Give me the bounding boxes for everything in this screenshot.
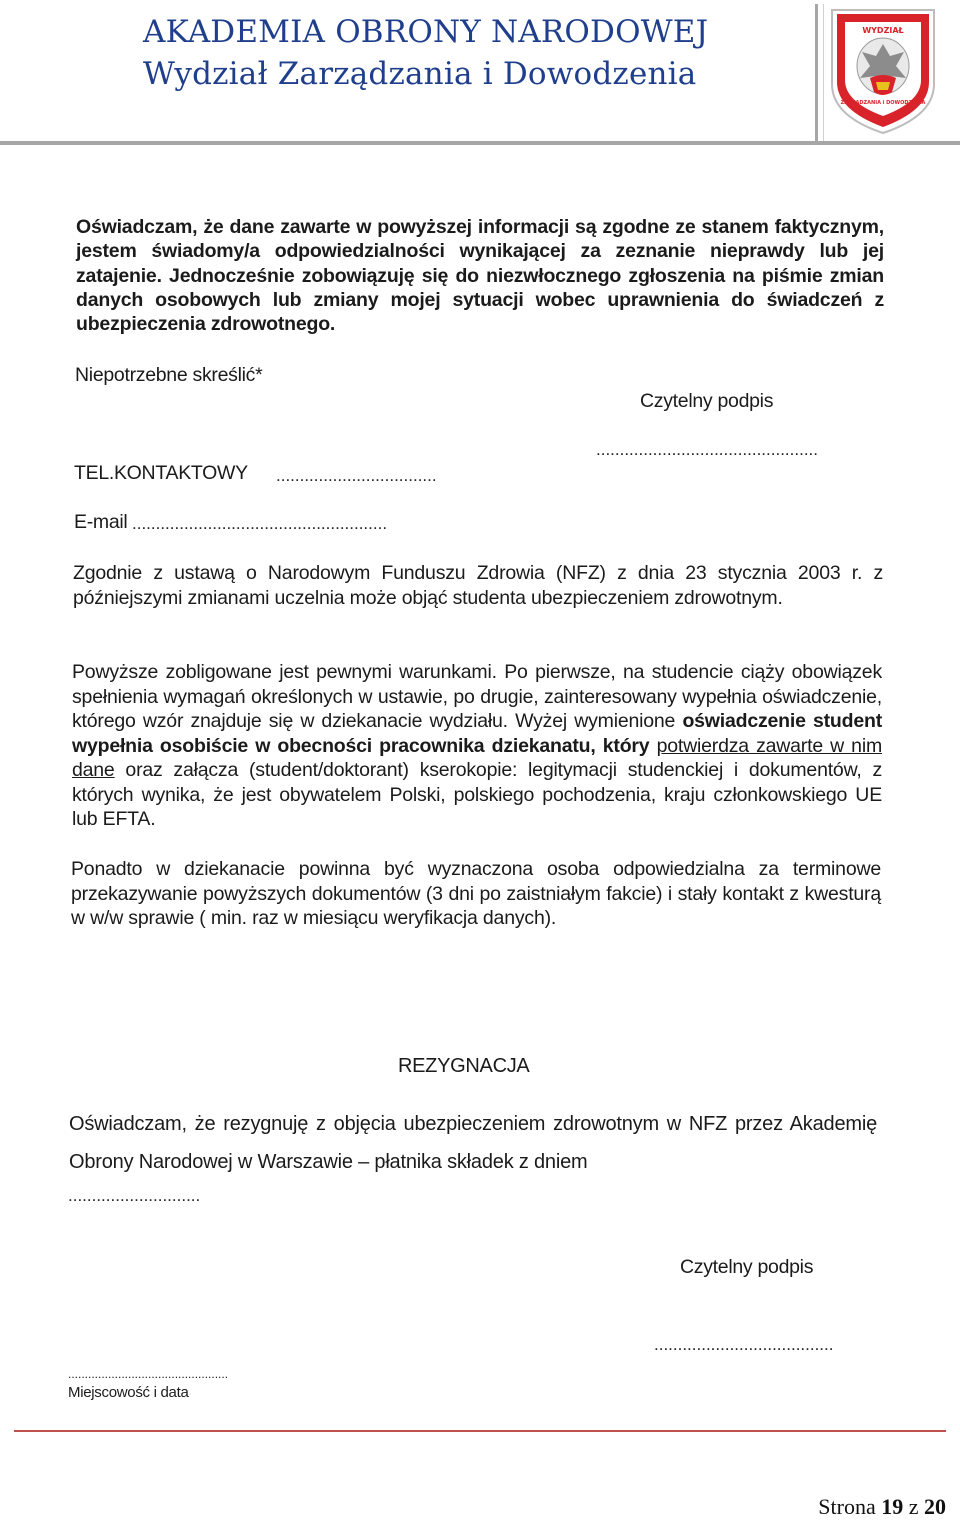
email-label: E-mail bbox=[74, 511, 128, 533]
phone-line: .................................. bbox=[276, 466, 437, 485]
emblem-top-text: WYDZIAŁ bbox=[862, 26, 904, 35]
conditions-text-1: Powyższe zobligowane jest pewnymi warunkami. Po pierwsze, na studencie ciąży obowiązek spełnienia wymagań określonych w ustawie, po drugie, zainteresowany wypełnia oświadczenie, którego wzór znajduje się w dziekanacie wydziału. Wyżej wymienione bbox=[72, 661, 882, 732]
page-number bbox=[818, 1494, 946, 1520]
page-header bbox=[0, 0, 960, 146]
conditions-text-2: oraz załącza (student/doktorant) kserokopie: legitymacji studenckiej i dokumentów, z których wynika, że jest obywatelem Polski, polskiego pochodzenia, kraju członkowskiego UE lub EFTA. bbox=[72, 759, 882, 830]
header-rule bbox=[0, 141, 960, 145]
conditions-paragraph bbox=[72, 660, 882, 832]
conditions-paragraph-2: Ponadto w dziekanacie powinna być wyznaczona osoba odpowiedzialna za terminowe przekazywanie powyższych dokumentów (3 dni po zaistniałym fakcie) i stały kontakt z kwesturą w w/w sprawie ( min. raz w miesiącu weryfikacja danych). bbox=[71, 858, 881, 929]
nfz-info-paragraph: Zgodnie z ustawą o Narodowym Funduszu Zdrowia (NFZ) z dnia 23 stycznia 2003 r. z późniejszymi zmianami uczelnia może objąć studenta ubezpieczeniem zdrowotnym. bbox=[73, 562, 883, 609]
header-divider bbox=[815, 4, 818, 142]
current-page: 19 bbox=[881, 1494, 904, 1519]
faculty-emblem-logo bbox=[826, 6, 940, 136]
conditions-text-bold: oświadczenie student wypełnia osobiście w obecności pracownika dziekanatu, który bbox=[72, 710, 882, 757]
email-line: ...................................................... bbox=[132, 514, 388, 533]
unnecessary-note: Niepotrzebne skreślić* bbox=[75, 364, 263, 386]
page-middle: z bbox=[903, 1494, 924, 1519]
header-divider-thin bbox=[823, 4, 824, 142]
phone-label: TEL.KONTAKTOWY bbox=[74, 462, 248, 484]
resignation-signature-line: ...................................... bbox=[654, 1335, 834, 1354]
resignation-paragraph: Oświadczam, że rezygnuję z objęcia ubezpieczeniem zdrowotnym w NFZ przez Akademię Obrony Narodowej w Warszawie – płatnika składek z dniem bbox=[69, 1113, 877, 1173]
declaration-paragraph: Oświadczam, że dane zawarte w powyższej informacji są zgodne ze stanem faktycznym, jestem świadomy/a odpowiedzialności wynikającej za zeznanie nieprawdy lub jej zatajenie. Jednocześnie zobowiązuję się do niezwłocznego zgłoszenia na piśmie zmian danych osobowych lub zmiany mojej sytuacji wobec uprawnienia do świadczeń z ubezpieczenia zdrowotnego. bbox=[76, 216, 884, 336]
resignation-title: REZYGNACJA bbox=[398, 1055, 530, 1077]
page-prefix: Strona bbox=[818, 1494, 882, 1519]
emblem-bottom-text: ZARZĄDZANIA i DOWODZENIA bbox=[840, 100, 926, 106]
place-date-line: ................................................ bbox=[68, 1367, 229, 1381]
place-date-label: Miejscowość i data bbox=[68, 1384, 189, 1401]
signature-line: ............................................... bbox=[596, 440, 818, 459]
signature-label: Czytelny podpis bbox=[640, 390, 774, 412]
resignation-signature-label: Czytelny podpis bbox=[680, 1256, 814, 1278]
footer-rule bbox=[14, 1430, 946, 1432]
conditions-text-underlined: potwierdza zawarte w nim dane bbox=[72, 734, 882, 781]
header-subtitle: Wydział Zarządzania i Dowodzenia bbox=[143, 56, 697, 92]
total-pages: 20 bbox=[924, 1494, 946, 1519]
header-title: AKADEMIA OBRONY NARODOWEJ bbox=[143, 14, 709, 50]
resignation-date-line: ............................ bbox=[68, 1186, 201, 1205]
